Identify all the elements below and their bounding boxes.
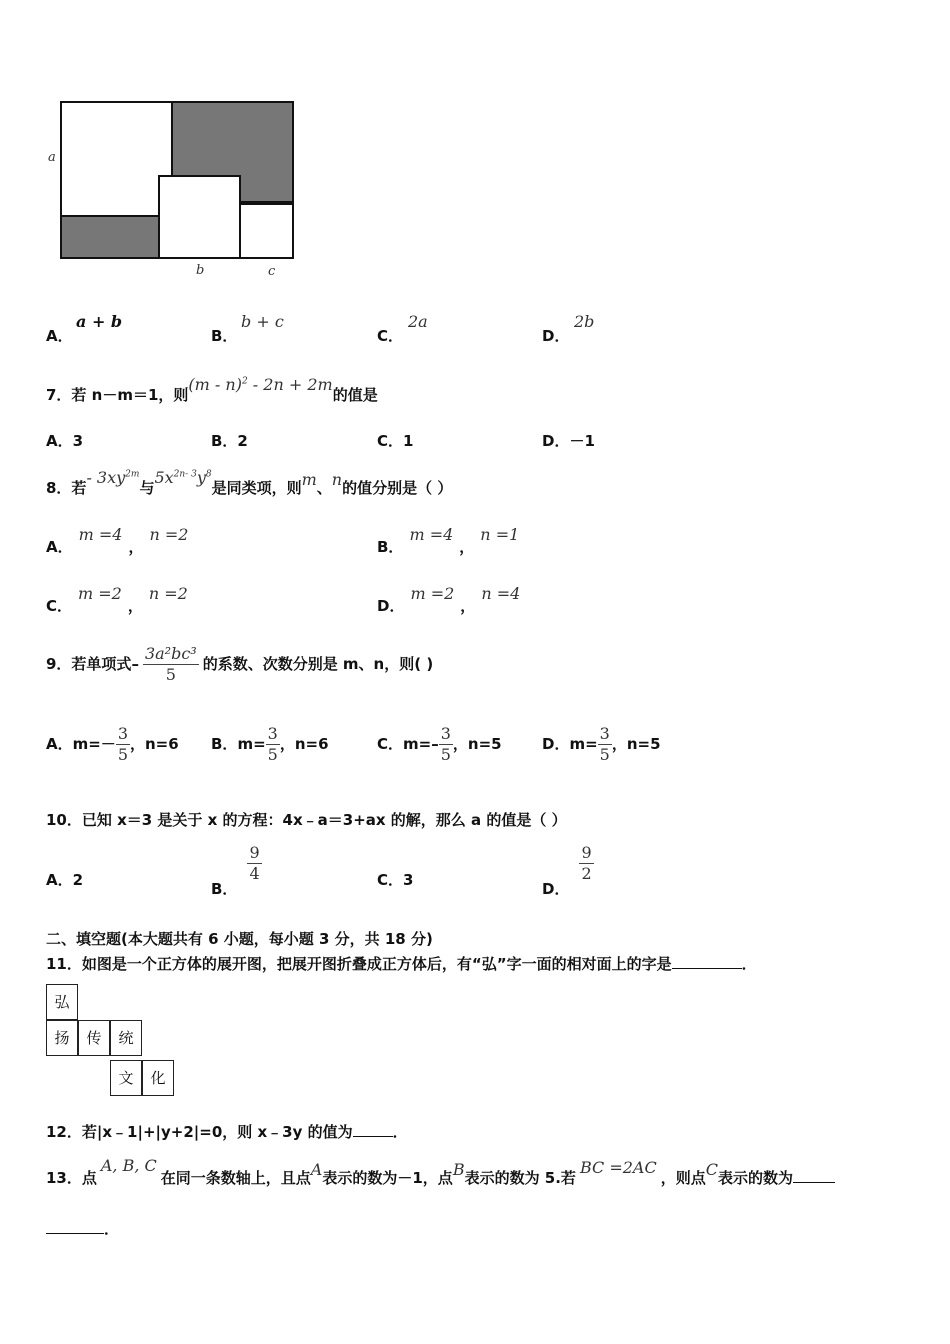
square-b (159, 176, 240, 258)
label-b: b (196, 263, 205, 278)
label-a: a (48, 150, 56, 165)
net-cell-tong: 统 (110, 1020, 142, 1056)
q6-option-c: C． (377, 327, 404, 345)
q9-option-a: A．m=－ $\frac{3}{5}$ ，n=6 (46, 724, 179, 764)
square-c (240, 204, 293, 258)
q7-option-a: A．3 (46, 432, 84, 450)
shaded-region-bottom-left (61, 216, 160, 258)
q6-option-b-expr: b + c (241, 312, 284, 331)
net-cell-chuan: 传 (78, 1020, 110, 1056)
net-cell-hong: 弘 (46, 984, 78, 1020)
q9-option-b: B．m= $\frac{3}{5}$ ，n=6 (211, 724, 329, 764)
q7-option-d: D．－1 (542, 432, 595, 450)
q7-option-c: C．1 (377, 432, 414, 450)
q12-text: 12．若|x﹣1|+|y+2|=0，则 x﹣3y 的值为 ． (46, 1123, 408, 1141)
q10-text: 10．已知 x＝3 是关于 x 的方程：4x﹣a＝3+ax 的解，那么 a 的值是（ ） (46, 811, 567, 829)
net-cell-hua: 化 (142, 1060, 174, 1096)
net-cell-yang: 扬 (46, 1020, 78, 1056)
q7-text: 7．若 n－m＝1，则(m - n)$^2$ - 2n + 2m的值是 (46, 375, 378, 404)
net-cell-wen: 文 (110, 1060, 142, 1096)
q10-option-a: A．2 (46, 871, 84, 889)
q8-option-a: A．m =4，n =2 (46, 525, 189, 556)
q6-option-d-expr: 2b (574, 312, 595, 331)
q10-option-d: D． $\frac{9}{2}$ (542, 843, 592, 898)
q9-option-c: C．m=– $\frac{3}{5}$ ，n=5 (377, 724, 502, 764)
q6-option-a: A． (46, 327, 73, 345)
q9-option-d: D．m= $\frac{3}{5}$ ，n=5 (542, 724, 661, 764)
q6-option-b: B． (211, 327, 238, 345)
q13-continuation: ． (46, 1218, 119, 1239)
q8-option-c: C．m =2，n =2 (46, 584, 188, 615)
q6-option-a-expr: a + b (76, 312, 123, 331)
q8-option-d: D．m =2，n =4 (377, 584, 521, 615)
q10-option-c: C．3 (377, 871, 414, 889)
q6-option-d: D． (542, 327, 570, 345)
q13-text: 13．点A, B, C在同一条数轴上，且点A表示的数为－1，点B表示的数为 5.若BC =2AC，则点C表示的数为 (46, 1167, 835, 1188)
q6-option-c-expr: 2a (408, 312, 428, 331)
q8-option-b: B．m =4，n =1 (377, 525, 520, 556)
label-c: c (268, 264, 276, 279)
rectangle-figure (44, 98, 304, 284)
section-title: 二、填空题(本大题共有 6 小题，每小题 3 分，共 18 分) (46, 930, 433, 948)
q10-option-b: B． $\frac{9}{4}$ (211, 843, 260, 898)
q11-text: 11．如图是一个正方体的展开图，把展开图折叠成正方体后，有“弘”字一面的相对面上的字是 ． (46, 955, 757, 973)
q8-text: 8．若- $3xy^{2m}$与$5x^{2n- 3}y^8$是同类项，则m、n的值分别是（ ） (46, 468, 453, 497)
q7-option-b: B．2 (211, 432, 248, 450)
square-a (61, 102, 172, 216)
q9-text: 9．若单项式– $\frac{\text{3a²bc³}}{5}$ 的系数、次数分别是 m、n，则( ) (46, 644, 434, 684)
